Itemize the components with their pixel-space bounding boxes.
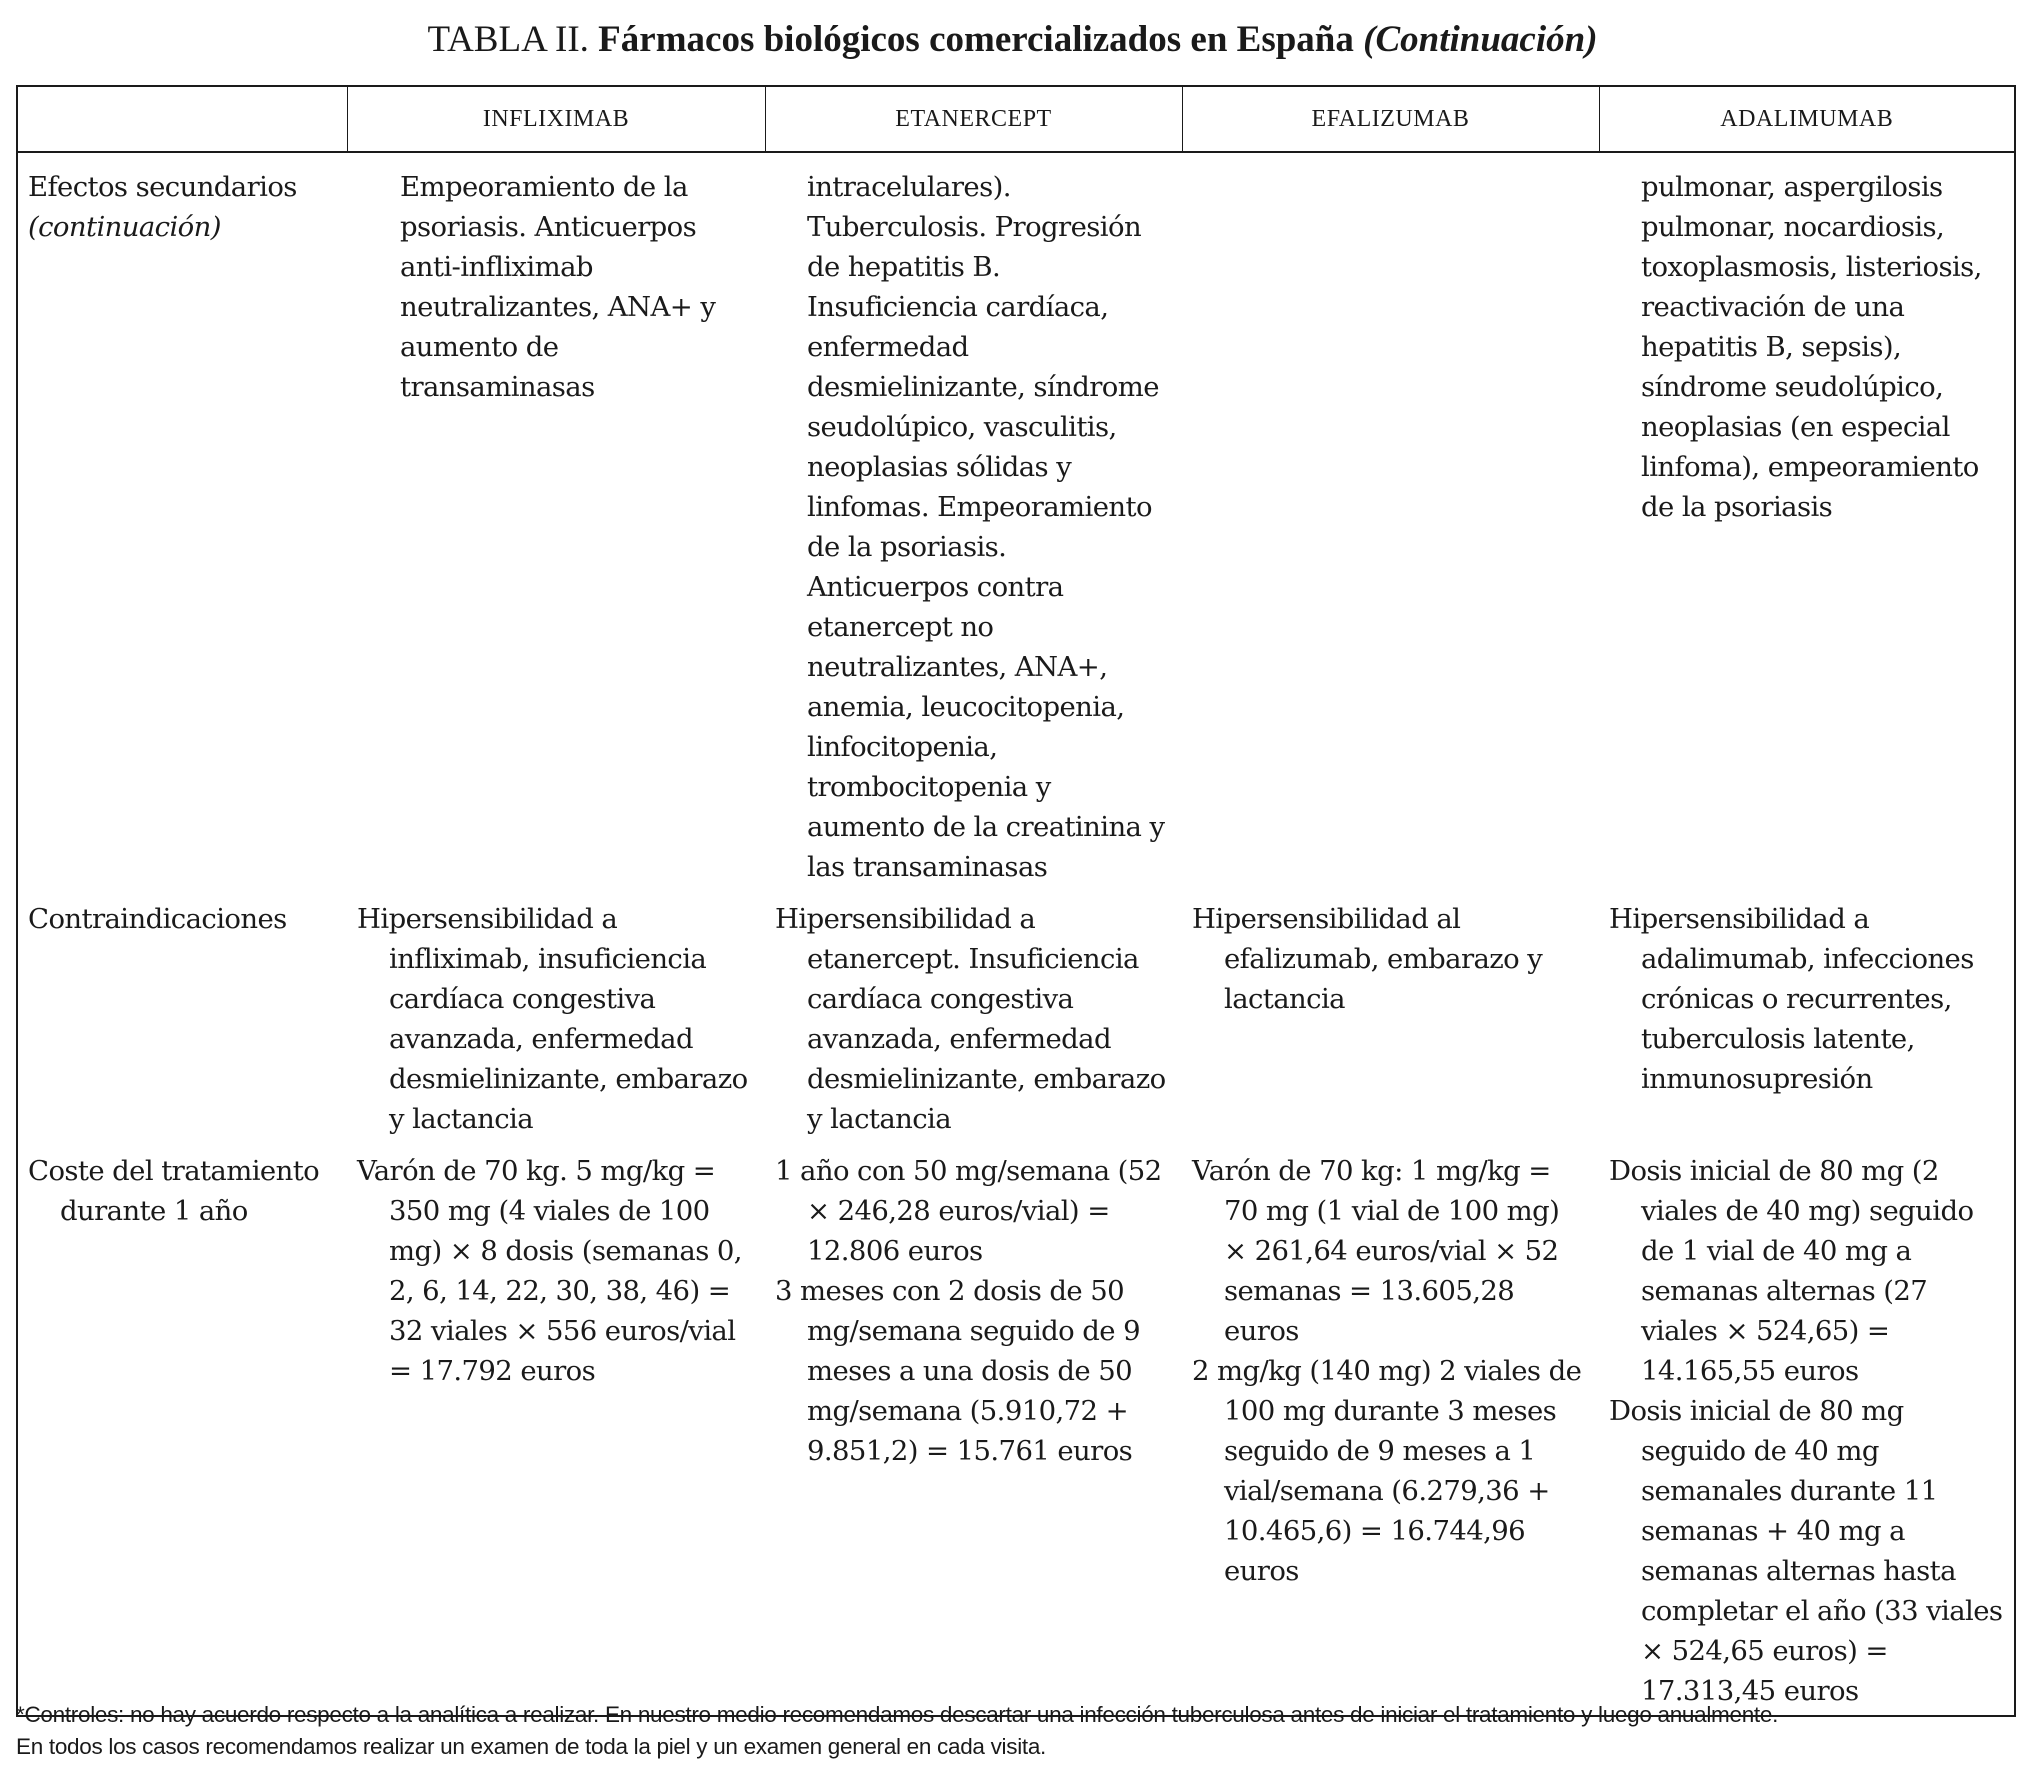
footnote-line-1: *Controles: no hay acuerdo respecto a la analítica a realizar. En nuestro medio recomendamos descartar una infección tuberculosa antes de iniciar el tratamiento y luego anualmente. [16,1702,1779,1727]
row-label-coste [17,1143,347,1716]
table-title-suffix: (Continuación) [1363,19,1598,60]
header-row [17,86,2015,152]
cell-efectos-etanercept: intracelulares). Tuberculosis. Progresión de hepatitis B. Insuficiencia cardíaca, enfermedad desmielinizante, síndrome seudolúpico, vasculitis, neoplasias sólidas y linfomas. Empeoramiento de la psoriasis. Anticuerpos contra etanercept no neutralizantes, ANA+, anemia, leucocitopenia, linfocitopenia, trombocitopenia y aumento de la creatinina y las transaminasas [807,171,1165,883]
row-label-contraindicaciones: Contraindicaciones [28,903,287,935]
row-label-efectos-text: Efectos secundarios [28,171,297,203]
header-adalimumab: ADALIMUMAB [1599,86,2015,152]
footnote [16,1699,2016,1763]
cell-contra-infliximab-text: Hipersensibilidad a infliximab, insuficiencia cardíaca congestiva avanzada, enfermedad desmielinizante, embarazo y lactancia [357,903,748,1135]
row-label-efectos-sub: (continuación) [28,211,221,243]
table-title [0,14,2025,66]
cell-contra-adalimumab [1599,891,2015,1143]
header-blank [17,86,347,152]
cell-efectos-efalizumab [1182,152,1599,891]
row-label-coste-text: Coste del tratamiento durante 1 año [28,1155,320,1227]
cell-contra-efalizumab-text: Hipersensibilidad al efalizumab, embarazo y lactancia [1192,903,1543,1015]
cell-coste-infliximab-text: Varón de 70 kg. 5 mg/kg = 350 mg (4 viales de 100 mg) × 8 dosis (semanas 0, 2, 6, 14, 22, 30, 38, 46) = 32 viales × 556 euros/vial = 17.792 euros [357,1155,742,1387]
header-infliximab: INFLIXIMAB [347,86,765,152]
table-title-prefix: TABLA II. [427,19,589,60]
row-label-efectos [17,152,347,891]
cell-coste-etanercept-text-2: 3 meses con 2 dosis de 50 mg/semana seguido de 9 meses a una dosis de 50 mg/semana (5.910,72 + 9.851,2) = 15.761 euros [775,1275,1140,1467]
cell-coste-efalizumab-text-1: Varón de 70 kg: 1 mg/kg = 70 mg (1 vial de 100 mg) × 261,64 euros/vial × 52 semanas = 13.605,28 euros [1192,1155,1560,1347]
cell-contra-etanercept-text: Hipersensibilidad a etanercept. Insuficiencia cardíaca congestiva avanzada, enfermedad desmielinizante, embarazo y lactancia [775,903,1166,1135]
cell-coste-efalizumab [1182,1143,1599,1716]
cell-coste-infliximab [347,1143,765,1716]
cell-contra-efalizumab [1182,891,1599,1143]
cell-coste-etanercept-text-1: 1 año con 50 mg/semana (52 × 246,28 euros/vial) = 12.806 euros [775,1155,1162,1267]
row-efectos [17,152,2015,891]
cell-coste-adalimumab-text-2: Dosis inicial de 80 mg seguido de 40 mg semanales durante 11 semanas + 40 mg a semanas alternas hasta completar el año (33 viales × 524,65 euros) = 17.313,45 euros [1609,1395,2003,1707]
header-etanercept: ETANERCEPT [765,86,1182,152]
row-coste [17,1143,2015,1716]
table-title-main: Fármacos biológicos comercializados en España [598,19,1354,60]
header-efalizumab: EFALIZUMAB [1182,86,1599,152]
cell-contra-infliximab [347,891,765,1143]
cell-coste-efalizumab-text-2: 2 mg/kg (140 mg) 2 viales de 100 mg durante 3 meses seguido de 9 meses a 1 vial/semana (6.279,36 + 10.465,6) = 16.744,96 euros [1192,1355,1582,1587]
cell-coste-adalimumab-text-1: Dosis inicial de 80 mg (2 viales de 40 mg) seguido de 1 vial de 40 mg a semanas alternas (27 viales × 524,65) = 14.165,55 euros [1609,1155,1974,1387]
cell-coste-adalimumab [1599,1143,2015,1716]
cell-efectos-adalimumab: pulmonar, aspergilosis pulmonar, nocardiosis, toxoplasmosis, listeriosis, reactivación de una hepatitis B, sepsis), síndrome seudolúpico, neoplasias (en especial linfoma), empeoramiento de la psoriasis [1641,171,1982,523]
cell-coste-etanercept [765,1143,1182,1716]
cell-efectos-infliximab: Empeoramiento de la psoriasis. Anticuerpos anti-infliximab neutralizantes, ANA+ y aumento de transaminasas [400,171,716,403]
footnote-line-2: En todos los casos recomendamos realizar un examen de toda la piel y un examen general en cada visita. [16,1734,1047,1759]
row-contraindicaciones [17,891,2015,1143]
cell-contra-etanercept [765,891,1182,1143]
cell-contra-adalimumab-text: Hipersensibilidad a adalimumab, infecciones crónicas o recurrentes, tuberculosis latente, inmunosupresión [1609,903,1974,1095]
drug-table [16,85,2016,1717]
